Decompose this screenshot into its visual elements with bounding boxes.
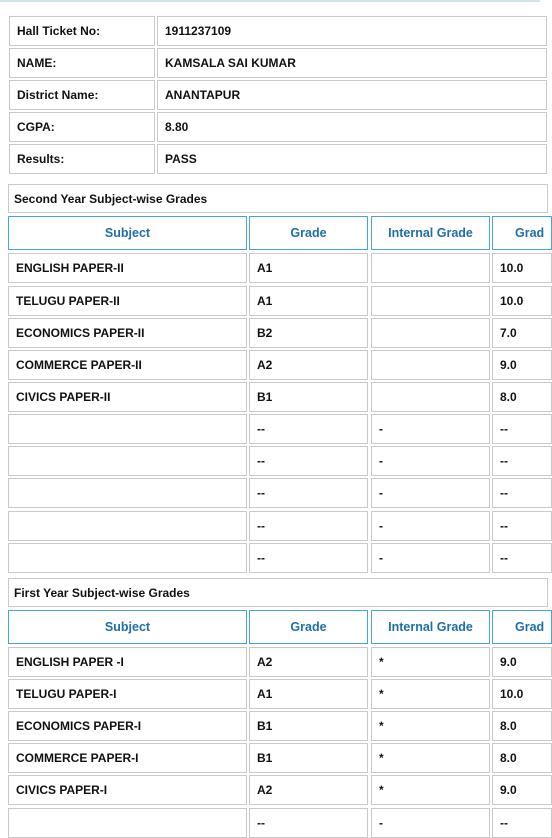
grade-cell — [8, 543, 247, 573]
grade-cell: -- — [249, 414, 368, 444]
grade-cell: 9.0 — [492, 350, 552, 380]
grade-cell — [371, 253, 490, 283]
grade-cell: B1 — [249, 743, 368, 773]
grade-cell: -- — [492, 446, 552, 476]
top-border — [0, 0, 540, 2]
grade-cell — [8, 446, 247, 476]
grade-cell: ECONOMICS PAPER-I — [8, 711, 247, 741]
column-header: Grad — [492, 610, 552, 644]
grade-cell: -- — [249, 543, 368, 573]
grade-cell: 9.0 — [492, 775, 552, 805]
grade-cell: -- — [249, 478, 368, 508]
column-header: Subject — [8, 610, 247, 644]
column-header: Internal Grade — [371, 610, 490, 644]
grade-cell: * — [371, 711, 490, 741]
grade-cell: 8.0 — [492, 743, 552, 773]
grade-cell: 10.0 — [492, 253, 552, 283]
info-value: ANANTAPUR — [157, 80, 547, 110]
grade-cell: 10.0 — [492, 679, 552, 709]
grade-cell: -- — [492, 414, 552, 444]
grade-cell — [8, 414, 247, 444]
info-label: CGPA: — [9, 112, 155, 142]
grade-cell: 9.0 — [492, 647, 552, 677]
grade-cell: 8.0 — [492, 711, 552, 741]
grade-cell: COMMERCE PAPER-II — [8, 350, 247, 380]
grade-cell — [371, 318, 490, 348]
grade-cell: 8.0 — [492, 382, 552, 412]
grade-cell: -- — [492, 808, 552, 838]
grade-cell: CIVICS PAPER-I — [8, 775, 247, 805]
grade-cell: - — [371, 446, 490, 476]
info-label: NAME: — [9, 48, 155, 78]
section-title: First Year Subject-wise Grades — [8, 578, 548, 607]
grade-cell: A2 — [249, 775, 368, 805]
grade-cell: B1 — [249, 711, 368, 741]
grade-cell: -- — [492, 511, 552, 541]
info-label: Hall Ticket No: — [9, 16, 155, 46]
grade-cell: A1 — [249, 286, 368, 316]
grade-cell: * — [371, 775, 490, 805]
grade-cell — [371, 286, 490, 316]
grade-cell: CIVICS PAPER-II — [8, 382, 247, 412]
grade-cell: ECONOMICS PAPER-II — [8, 318, 247, 348]
grade-cell: - — [371, 478, 490, 508]
grade-cell: -- — [492, 543, 552, 573]
grade-cell — [371, 382, 490, 412]
grade-cell: TELUGU PAPER-I — [8, 679, 247, 709]
grade-cell: -- — [249, 511, 368, 541]
grade-cell: ENGLISH PAPER-II — [8, 253, 247, 283]
info-label: Results: — [9, 144, 155, 174]
column-header: Grade — [249, 216, 368, 250]
grade-cell — [371, 350, 490, 380]
grade-cell: * — [371, 743, 490, 773]
column-header: Internal Grade — [371, 216, 490, 250]
grade-cell: - — [371, 808, 490, 838]
grade-cell: - — [371, 414, 490, 444]
info-value: KAMSALA SAI KUMAR — [157, 48, 547, 78]
grade-cell: ENGLISH PAPER -I — [8, 647, 247, 677]
column-header: Grade — [249, 610, 368, 644]
grade-cell: A1 — [249, 253, 368, 283]
grade-cell — [8, 478, 247, 508]
grade-cell: B2 — [249, 318, 368, 348]
grade-cell: B1 — [249, 382, 368, 412]
column-header: Subject — [8, 216, 247, 250]
info-value: 8.80 — [157, 112, 547, 142]
grade-cell: TELUGU PAPER-II — [8, 286, 247, 316]
info-value: 1911237109 — [157, 16, 547, 46]
grade-cell: - — [371, 511, 490, 541]
grade-cell: - — [371, 543, 490, 573]
grade-cell: -- — [249, 808, 368, 838]
grade-cell — [8, 511, 247, 541]
grade-cell: * — [371, 679, 490, 709]
grade-cell: 7.0 — [492, 318, 552, 348]
grade-cell: A2 — [249, 647, 368, 677]
info-value: PASS — [157, 144, 547, 174]
section-title: Second Year Subject-wise Grades — [8, 184, 548, 213]
grade-cell: A1 — [249, 679, 368, 709]
info-label: District Name: — [9, 80, 155, 110]
grade-cell: A2 — [249, 350, 368, 380]
grade-cell: 10.0 — [492, 286, 552, 316]
column-header: Grad — [492, 216, 552, 250]
grade-cell — [8, 808, 247, 838]
grade-cell: COMMERCE PAPER-I — [8, 743, 247, 773]
grade-cell: * — [371, 647, 490, 677]
grade-cell: -- — [492, 478, 552, 508]
grade-cell: -- — [249, 446, 368, 476]
